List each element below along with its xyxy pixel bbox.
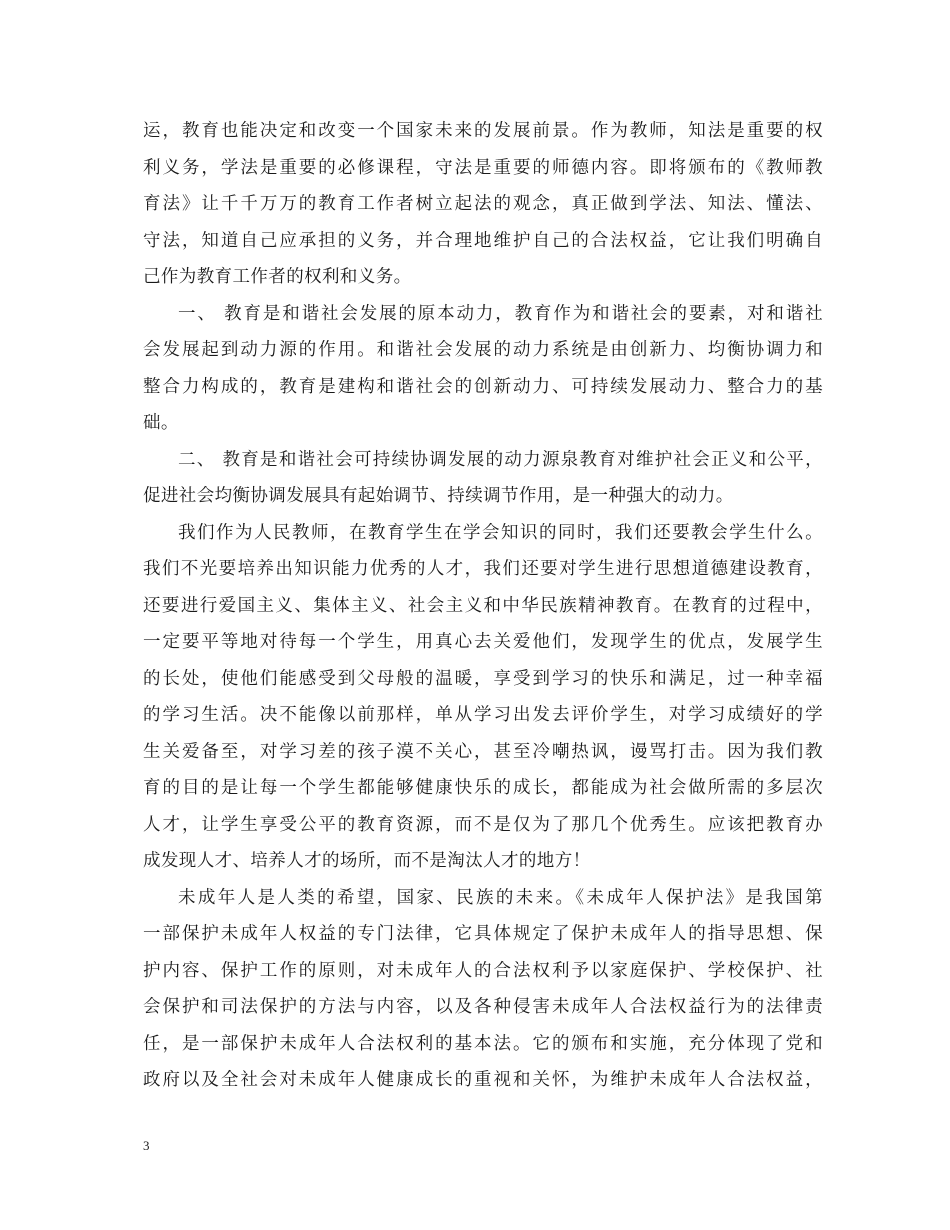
text-line: 我们不光要培养出知识能力优秀的人才，我们还要对学生进行思想道德建设教育， (143, 559, 823, 579)
text-line: 二、 教育是和谐社会可持续协调发展的动力源泉教育对维护社会正义和公平， (178, 449, 823, 470)
text-line: 政府以及全社会对未成年人健康成长的重视和关怀，为维护未成年人合法权益， (143, 1070, 823, 1090)
text-line: 促进社会均衡协调发展具有起始调节、持续调节作用，是一种强大的动力。 (143, 486, 734, 506)
text-line: 运，教育也能决定和改变一个国家未来的发展前景。作为教师，知法是重要的权 (143, 121, 823, 141)
text-line: 一部保护未成年人权益的专门法律，它具体规定了保护未成年人的指导思想、保 (143, 924, 823, 944)
text-line: 整合力构成的，教育是建构和谐社会的创新动力、可持续发展动力、整合力的基 (143, 376, 823, 397)
page-number: 3 (143, 1138, 150, 1153)
text-line: 会保护和司法保护的方法与内容，以及各种侵害未成年人合法权益行为的法律责 (143, 997, 823, 1017)
text-line: 守法，知道自己应承担的义务，并合理地维护自己的合法权益，它让我们明确自 (143, 230, 823, 251)
text-line: 还要进行爱国主义、集体主义、社会主义和中华民族精神教育。在教育的过程中， (143, 595, 823, 616)
text-line: 育的目的是让每一个学生都能够健康快乐的成长，都能成为社会做所需的多层次 (143, 778, 823, 798)
text-line: 己作为教育工作者的权利和义务。 (143, 267, 412, 287)
body-text (143, 113, 823, 1099)
text-line: 人才，让学生享受公平的教育资源，而不是仅为了那几个优秀生。应该把教育办 (143, 814, 823, 835)
text-line: 未成年人是人类的希望，国家、民族的未来。《未成年人保护法》是我国第 (178, 887, 823, 908)
text-line: 一、 教育是和谐社会发展的原本动力，教育作为和谐社会的要素，对和谐社 (178, 303, 823, 324)
text-line: 我们作为人民教师，在教育学生在学会知识的同时，我们还要教会学生什么。 (178, 522, 823, 543)
text-line: 的长处，使他们能感受到父母般的温暖，享受到学习的快乐和满足，过一种幸福 (143, 668, 823, 689)
text-line: 利义务，学法是重要的必修课程，守法是重要的师德内容。即将颁布的《教师教 (143, 157, 823, 178)
text-line: 一定要平等地对待每一个学生，用真心去关爱他们，发现学生的优点，发展学生 (143, 632, 823, 652)
text-line: 础。 (143, 413, 179, 433)
text-line: 生关爱备至，对学习差的孩子漠不关心，甚至冷嘲热讽，谩骂打击。因为我们教 (143, 741, 823, 762)
text-line: 育法》让千千万万的教育工作者树立起法的观念，真正做到学法、知法、懂法、 (143, 194, 823, 214)
text-line: 护内容、保护工作的原则，对未成年人的合法权利予以家庭保护、学校保护、社 (143, 960, 823, 981)
text-line: 会发展起到动力源的作用。和谐社会发展的动力系统是由创新力、均衡协调力和 (143, 340, 823, 360)
text-line: 的学习生活。决不能像以前那样，单从学习出发去评价学生，对学习成绩好的学 (143, 705, 823, 725)
text-line: 任，是一部保护未成年人合法权利的基本法。它的颁布和实施，充分体现了党和 (143, 1033, 823, 1054)
text-line: 成发现人才、培养人才的场所，而不是淘汰人才的地方！ (143, 851, 591, 871)
